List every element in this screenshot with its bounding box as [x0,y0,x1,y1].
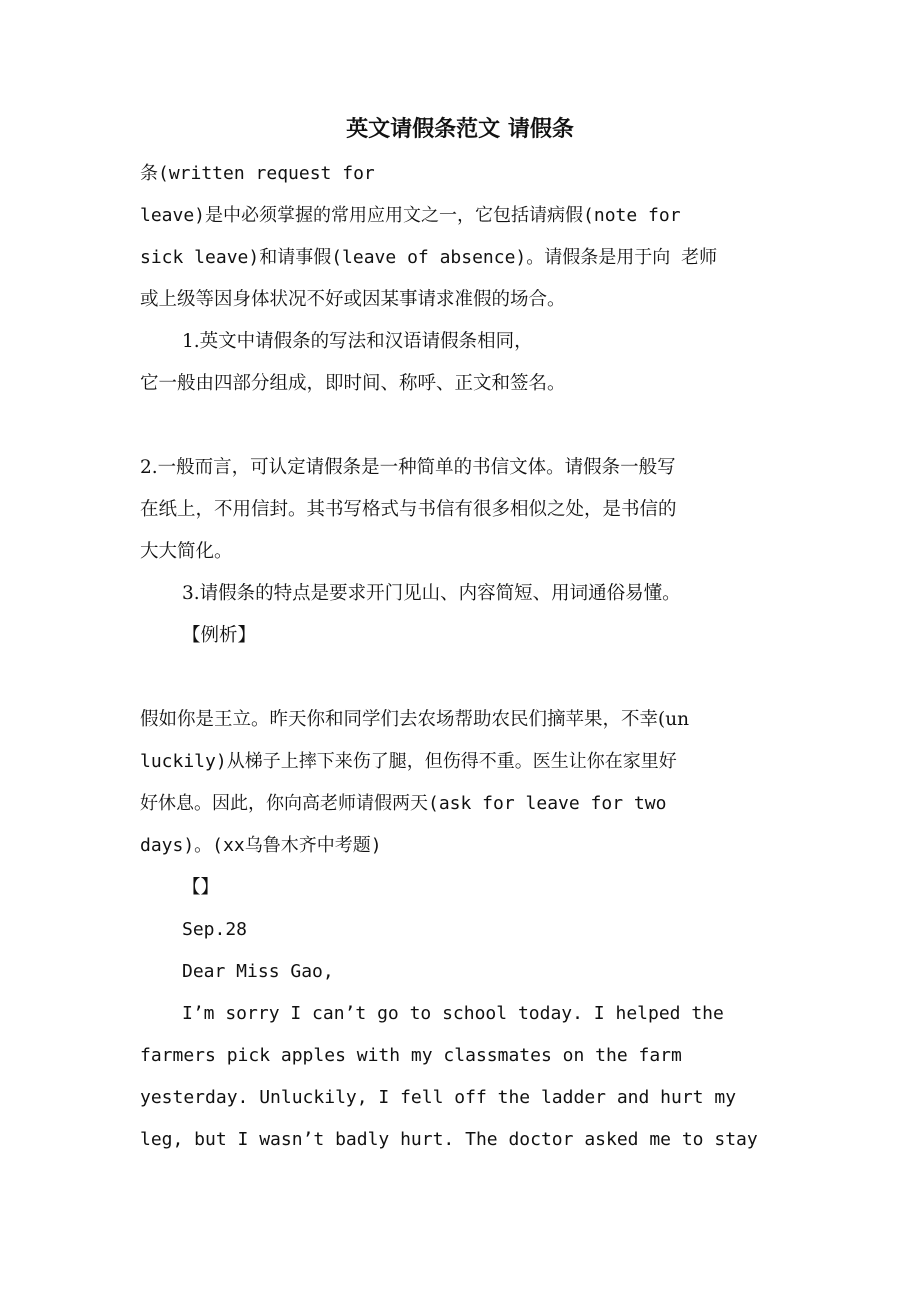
task-line-4: days)。(xx乌鲁木齐中考题) [140,835,382,856]
letter-date: Sep.28 [182,919,248,940]
point-1-line-1: 1.英文中请假条的写法和汉语请假条相同， [182,331,533,352]
point-2-line-2: 在纸上，不用信封。其书写格式与书信有很多相似之处，是书信的 [140,499,677,520]
document-title: 英文请假条范文 请假条 [346,116,574,142]
task-line-2: luckily)从梯子上摔下来伤了腿，但伤得不重。医生让你在家里好 [140,751,677,772]
point-2-line-3: 大大简化。 [140,541,233,562]
example-heading: 【例析】 [182,625,257,646]
letter-body-line-2: farmers pick apples with my classmates on the farm [140,1045,682,1066]
intro-line-3: sick leave)和请事假(leave of absence)。请假条是用于向 老师 [140,247,718,268]
letter-body-line-3: yesterday. Unluckily, I fell off the ladder and hurt my [140,1087,737,1108]
answer-heading: 【】 [182,877,220,898]
intro-line-2: leave)是中必须掌握的常用应用文之一，它包括请病假(note for [140,205,681,226]
task-line-1: 假如你是王立。昨天你和同学们去农场帮助农民们摘苹果，不幸(un [140,709,690,730]
point-3: 3.请假条的特点是要求开门见山、内容简短、用词通俗易懂。 [182,583,681,604]
point-1-line-2: 它一般由四部分组成，即时间、称呼、正文和签名。 [140,373,566,394]
letter-salutation: Dear Miss Gao, [182,961,334,982]
task-line-3: 好休息。因此，你向高老师请假两天(ask for leave for two [140,793,667,814]
intro-line-1: 条(written request for [140,163,375,184]
letter-body-line-4: leg, but I wasn’t badly hurt. The doctor asked me to stay [140,1129,758,1150]
point-2-line-1: 2.一般而言，可认定请假条是一种简单的书信文体。请假条一般写 [140,457,676,478]
letter-body-line-1: I’m sorry I can’t go to school today. I helped the [182,1003,724,1024]
intro-line-4: 或上级等因身体状况不好或因某事请求准假的场合。 [140,289,566,310]
